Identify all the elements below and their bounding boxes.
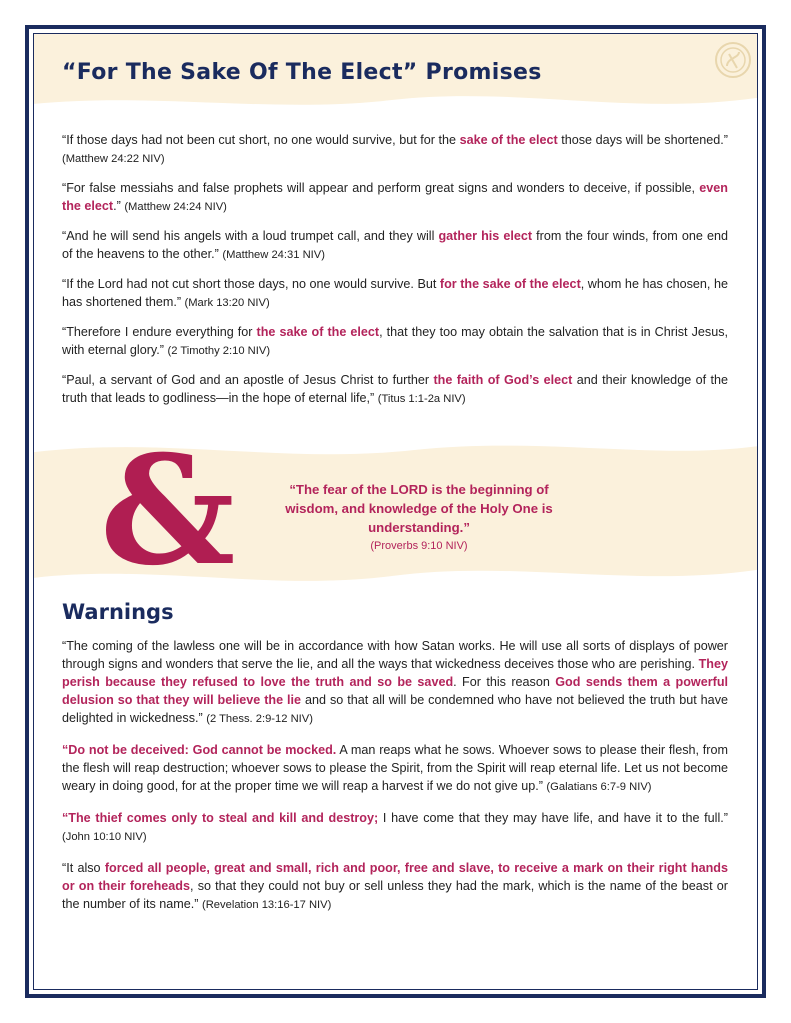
verse-text: .” bbox=[113, 199, 125, 213]
verse-text: I have come that they may have life, and have it to the full.” bbox=[378, 811, 728, 825]
verse-highlight: gather his elect bbox=[438, 229, 533, 243]
verse-text: , whom he has chosen, he has shortened them.” bbox=[62, 277, 728, 309]
warning-verse bbox=[62, 741, 728, 796]
verse-text: “For false messiahs and false prophets will appear and perform great signs and wonders to deceive, if possible, bbox=[62, 181, 700, 195]
verse-highlight: the faith of God’s elect bbox=[433, 373, 573, 387]
verse-reference: (Matthew 24:22 NIV) bbox=[62, 153, 165, 165]
verse-text: , so that they could not buy or sell unless they had the mark, which is the name of the beast or the number of its name.” bbox=[62, 879, 728, 911]
verse-highlight: sake of the elect bbox=[459, 133, 558, 147]
verse-text: “The coming of the lawless one will be in accordance with how Satan works. He will use all sorts of displays of power through signs and wonders that serve the lie, and all the ways that wickedness deceives those who are perishing. bbox=[62, 639, 728, 671]
verse-highlight: They perish because they refused to love the truth and so be saved bbox=[62, 657, 728, 689]
promise-verse bbox=[62, 131, 728, 168]
quote-reference: (Proverbs 9:10 NIV) bbox=[370, 540, 468, 552]
verse-reference: (Matthew 24:31 NIV) bbox=[222, 249, 325, 261]
promise-verse bbox=[62, 227, 728, 264]
promise-verse bbox=[62, 179, 728, 216]
verse-reference: (John 10:10 NIV) bbox=[62, 831, 147, 843]
quote-text: “The fear of the LORD is the beginning of wisdom, and knowledge of the Holy One is understanding.” bbox=[285, 482, 553, 535]
verse-text: and so that all will be condemned who have not believed the truth but have delighted in wickedness.” bbox=[62, 693, 728, 725]
verse-text: “If those days had not been cut short, no one would survive, but for the bbox=[62, 133, 460, 147]
verse-reference: (Galatians 6:7-9 NIV) bbox=[546, 781, 652, 793]
page-content bbox=[33, 33, 758, 990]
verse-text: “And he will send his angels with a loud trumpet call, and they will bbox=[62, 229, 439, 243]
ampersand-graphic: & bbox=[100, 423, 236, 599]
verse-text: and their knowledge of the truth that leads to godliness—in the hope of eternal life,” bbox=[62, 373, 728, 405]
verse-text: “If the Lord had not cut short those days, no one would survive. But bbox=[62, 277, 440, 291]
warning-verse bbox=[62, 859, 728, 914]
verse-text: “It also bbox=[62, 861, 105, 875]
verse-highlight: God sends them a powerful delusion so that they will believe the lie bbox=[62, 675, 729, 707]
warning-verse bbox=[62, 637, 728, 728]
promise-verse bbox=[62, 275, 728, 312]
warning-verse bbox=[62, 809, 728, 846]
page-title: “For The Sake Of The Elect” Promises bbox=[62, 60, 542, 85]
promise-verse bbox=[62, 323, 728, 360]
verse-text: “Paul, a servant of God and an apostle of Jesus Christ to further bbox=[62, 373, 434, 387]
verse-text: , that they too may obtain the salvation that is in Christ Jesus, with eternal glory.” bbox=[62, 325, 728, 357]
verse-highlight: “Do not be deceived: God cannot be mocked. bbox=[62, 743, 337, 757]
verse-reference: (2 Thess. 2:9-12 NIV) bbox=[206, 713, 313, 725]
verse-text: “Therefore I endure everything for bbox=[62, 325, 257, 339]
verse-text: from the four winds, from one end of the heavens to the other.” bbox=[62, 229, 728, 261]
verse-highlight: for the sake of the elect bbox=[439, 277, 581, 291]
promises-list bbox=[62, 131, 728, 419]
verse-highlight: the sake of the elect bbox=[256, 325, 380, 339]
verse-highlight: forced all people, great and small, rich and poor, free and slave, to receive a mark on their right hands or on their foreheads bbox=[62, 861, 728, 893]
verse-highlight: even the elect bbox=[62, 181, 728, 213]
warnings-list bbox=[62, 637, 728, 927]
warnings-heading: Warnings bbox=[62, 600, 174, 624]
promise-verse bbox=[62, 371, 728, 408]
verse-reference: (Matthew 24:24 NIV) bbox=[124, 201, 227, 213]
featured-quote bbox=[269, 480, 569, 552]
verse-highlight: “The thief comes only to steal and kill and destroy; bbox=[62, 811, 379, 825]
verse-reference: (2 Timothy 2:10 NIV) bbox=[167, 345, 271, 357]
verse-text: those days will be shortened.” bbox=[557, 133, 728, 147]
verse-text: A man reaps what he sows. Whoever sows to please their flesh, from the flesh will reap destruction; whoever sows to please the Spirit, from the Spirit will reap eternal life. Let us not become weary in doing good, for at the proper time we will reap a harvest if we do not give up.” bbox=[62, 743, 728, 793]
verse-reference: (Mark 13:20 NIV) bbox=[184, 297, 270, 309]
emblem-icon bbox=[713, 40, 753, 80]
verse-reference: (Revelation 13:16-17 NIV) bbox=[202, 899, 332, 911]
verse-reference: (Titus 1:1-2a NIV) bbox=[377, 393, 466, 405]
verse-text: . For this reason bbox=[453, 675, 556, 689]
